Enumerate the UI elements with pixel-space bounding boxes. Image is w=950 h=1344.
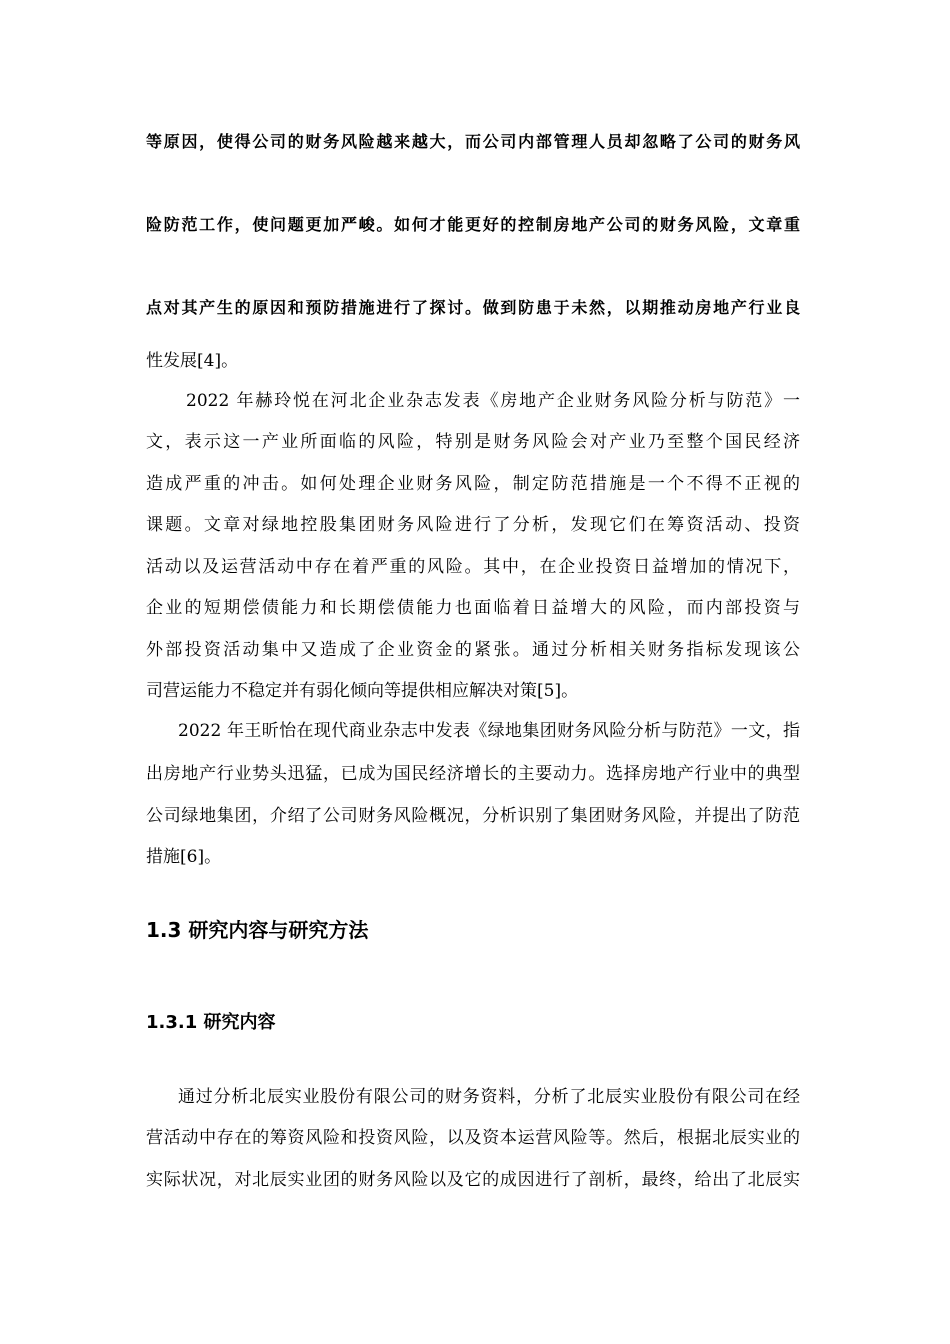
section-heading-1-3: 1.3 研究内容与研究方法 [146, 918, 369, 942]
paragraph-3-line-1: 2022 年王昕怡在现代商业杂志中发表《绿地集团财务风险分析与防范》一文，指 [178, 721, 800, 741]
paragraph-2-line-4: 课题。文章对绿地控股集团财务风险进行了分析，发现它们在筹资活动、投资 [146, 515, 800, 535]
paragraph-1-line-4: 性发展[4]。 [146, 351, 239, 371]
subsection-heading-1-3-1: 1.3.1 研究内容 [146, 1012, 276, 1033]
paragraph-3-line-2: 出房地产行业势头迅猛，已成为国民经济增长的主要动力。选择房地产行业中的典型 [146, 764, 800, 784]
paragraph-3-line-4: 措施[6]。 [146, 847, 222, 867]
paragraph-2-line-7: 外部投资活动集中又造成了企业资金的紧张。通过分析相关财务指标发现该公 [146, 640, 800, 660]
paragraph-4-line-3: 实际状况，对北辰实业团的财务风险以及它的成因进行了剖析，最终，给出了北辰实 [146, 1170, 800, 1190]
paragraph-3-line-3: 公司绿地集团，介绍了公司财务风险概况，分析识别了集团财务风险，并提出了防范 [146, 806, 800, 826]
paragraph-4-line-2: 营活动中存在的筹资风险和投资风险，以及资本运营风险等。然后，根据北辰实业的 [146, 1128, 800, 1148]
paragraph-1-line-1: 等原因，使得公司的财务风险越来越大，而公司内部管理人员却忽略了公司的财务风 [146, 132, 800, 151]
paragraph-4-line-1: 通过分析北辰实业股份有限公司的财务资料，分析了北辰实业股份有限公司在经 [178, 1087, 800, 1107]
paragraph-1-line-2: 险防范工作，使问题更加严峻。如何才能更好的控制房地产公司的财务风险，文章重 [146, 215, 800, 234]
paragraph-2-line-6: 企业的短期偿债能力和长期偿债能力也面临着日益增大的风险，而内部投资与 [146, 598, 800, 618]
paragraph-2-line-1: 2022 年赫玲悦在河北企业杂志发表《房地产企业财务风险分析与防范》一 [186, 391, 800, 411]
paragraph-2-line-2: 文，表示这一产业所面临的风险，特别是财务风险会对产业乃至整个国民经济 [146, 432, 800, 452]
paragraph-2-line-8: 司营运能力不稳定并有弱化倾向等提供相应解决对策[5]。 [146, 681, 579, 701]
paragraph-2-line-5: 活动以及运营活动中存在着严重的风险。其中，在企业投资日益增加的情况下， [146, 557, 800, 577]
paragraph-2-line-3: 造成严重的冲击。如何处理企业财务风险，制定防范措施是一个不得不正视的 [146, 474, 800, 494]
paragraph-1-line-3: 点对其产生的原因和预防措施进行了探讨。做到防患于未然，以期推动房地产行业良 [146, 298, 800, 317]
